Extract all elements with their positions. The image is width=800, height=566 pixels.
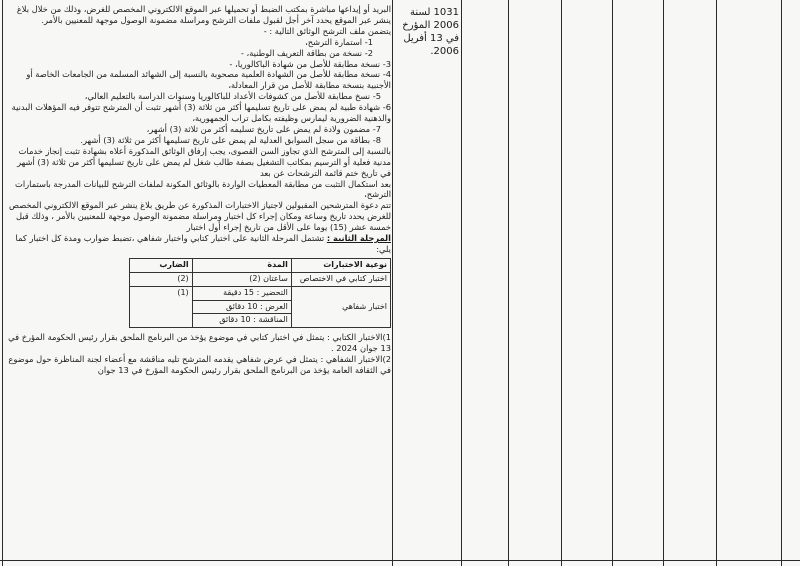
reference-column (397, 6, 459, 58)
note: 1)الاختبار الكتابي : يتمثل في اختبار كتابي في موضوع يؤخذ من البرنامج الملحق بقرار رئيس الحكومة المؤرخ في 13 جوان 2024 . (8, 332, 391, 354)
table-cell: (1) (130, 286, 193, 328)
table-row (130, 272, 391, 286)
column-divider (612, 0, 613, 566)
table-border-left (2, 0, 3, 566)
paragraph: يتضمن ملف الترشح الوثائق التالية : - (263, 25, 391, 36)
list-item: 2- نسخة من بطاقة التعريف الوطنية، - (240, 47, 373, 58)
list-item: 7- مضمون ولادة لم يمض على تاريخ تسليمه أكثر من ثلاثة (3) أشهر، (146, 123, 381, 134)
duration-line: التحضير : 15 دقيقة (193, 287, 291, 301)
stage-two-paragraph (4, 233, 391, 255)
list-item: 6- شهادة طبية لم يمض على تاريخ تسليمها أكثر من ثلاثة (3) أشهر تثبت أن المترشح تتوفر فيه المؤهلات البدنية والذهنية الضرورية ليمارس وظيفته بكامل تراب الجمهورية، (11, 102, 391, 124)
table-cell: (2) (130, 272, 193, 286)
duration-line: العرض : 10 دقائق (193, 301, 291, 315)
table-header: الضارب (130, 258, 193, 272)
table-cell-duration (192, 286, 291, 328)
table-header: نوعية الاختبارات (291, 258, 390, 272)
table-row (130, 286, 391, 328)
column-divider (392, 0, 393, 566)
exams-table (129, 258, 391, 329)
stage-two-label: المرحلة الثانية : (326, 233, 391, 244)
duration-line: المناقشة : 10 دقائق (219, 315, 288, 325)
table-cell: اختبار شفاهي (291, 286, 390, 328)
list-item: 3- نسخة مطابقة للأصل من شهادة الباكالوريا، - (229, 58, 391, 69)
column-divider (561, 0, 562, 566)
reference-text: 1031 لسنة 2006 المؤرخ في 13 أفريل 2006. (402, 7, 459, 57)
paragraph: البريد أو إيداعها مباشرة بمكتب الضبط أو تحميلها عبر الموقع الالكتروني المخصص للغرض، وذلك من خلال بلاغ ينشر عبر الموقع يحدد آخر أجل لقبول ملفات الترشح ومراسلة مضمونة الوصول موجهة للمعنيين بالأمر. (16, 4, 391, 25)
table-cell: ساعتان (2) (192, 272, 291, 286)
list-item: 5- نسخ مطابقة للأصل من كشوفات الأعداد للباكالوريا وسنوات الدراسة بالتعليم العالي، (84, 91, 381, 102)
stage-two-text: تشتمل المرحلة الثانية على اختبار كتابي واختبار شفاهي ،تضبط ضوارب ومدة كل اختبار كما يلي: (15, 233, 391, 254)
column-divider (663, 0, 664, 566)
paragraph: تتم دعوة المترشحين المقبولين لاجتياز الاختبارات المذكورة عن طريق بلاغ ينشر عبر الموقع الالكتروني المخصص للغرض يحدد تاريخ وساعة ومكان إجراء كل اختبار ومراسلة مضمونة الوصول موجهة للمعنيين بالأمر ، وذلك قبل خمسة عشر (15) يوما على الأقل من تاريخ إجراء أول اختبار (9, 200, 391, 233)
table-border-right (781, 0, 782, 566)
paragraph: بعد استكمال التثبت من مطابقة المعطيات الواردة بالوثائق المكونة لملفات الترشح للبيانات المدرجة باستمارات الترشح، (15, 178, 391, 200)
table-cell: اختبار كتابي في الاختصاص (291, 272, 390, 286)
paragraph: بالنسبة إلى المترشح الذي تجاوز السن القصوى، يجب إرفاق الوثائق المذكورة أعلاه بشهادة تثبت إنجاز خدمات مدنية فعلية أو الترسيم بمكاتب التشغيل بصفة طالب شغل لم يمض على تاريخ تسليمها أكثر من ثلاثة (3) أشهر في تاريخ ختم قائمة الترشحات عن بعد (17, 145, 391, 178)
list-item: 4- نسخة مطابقة للأصل من الشهادة العلمية مصحوبة بالنسبة إلى الشهائد المسلمة من الجامعات الخاصة أو الأجنبية بنسخة مطابقة للأصل من قرار المعادلة، (26, 69, 391, 91)
table-header: المدة (192, 258, 291, 272)
list-item: 8- بطاقة من سجل السوابق العدلية لم يمض على تاريخ تسليمها أكثر من ثلاثة (3) أشهر. (80, 134, 381, 145)
column-divider (461, 0, 462, 566)
list-item: 1- استمارة الترشح، (305, 36, 373, 47)
table-header-row (130, 258, 391, 272)
column-divider (508, 0, 509, 566)
conditions-column (4, 4, 391, 560)
table-border-bottom (0, 560, 800, 561)
column-divider (716, 0, 717, 566)
note: 2)الاختبار الشفاهي : يتمثل في عرض شفاهي يقدمه المترشح تليه مناقشة مع أعضاء لجنة المناظرة حول موضوع في الثقافة العامة يؤخذ من البرنامج الملحق بقرار رئيس الحكومة المؤرخ في 13 جوان (8, 354, 391, 376)
